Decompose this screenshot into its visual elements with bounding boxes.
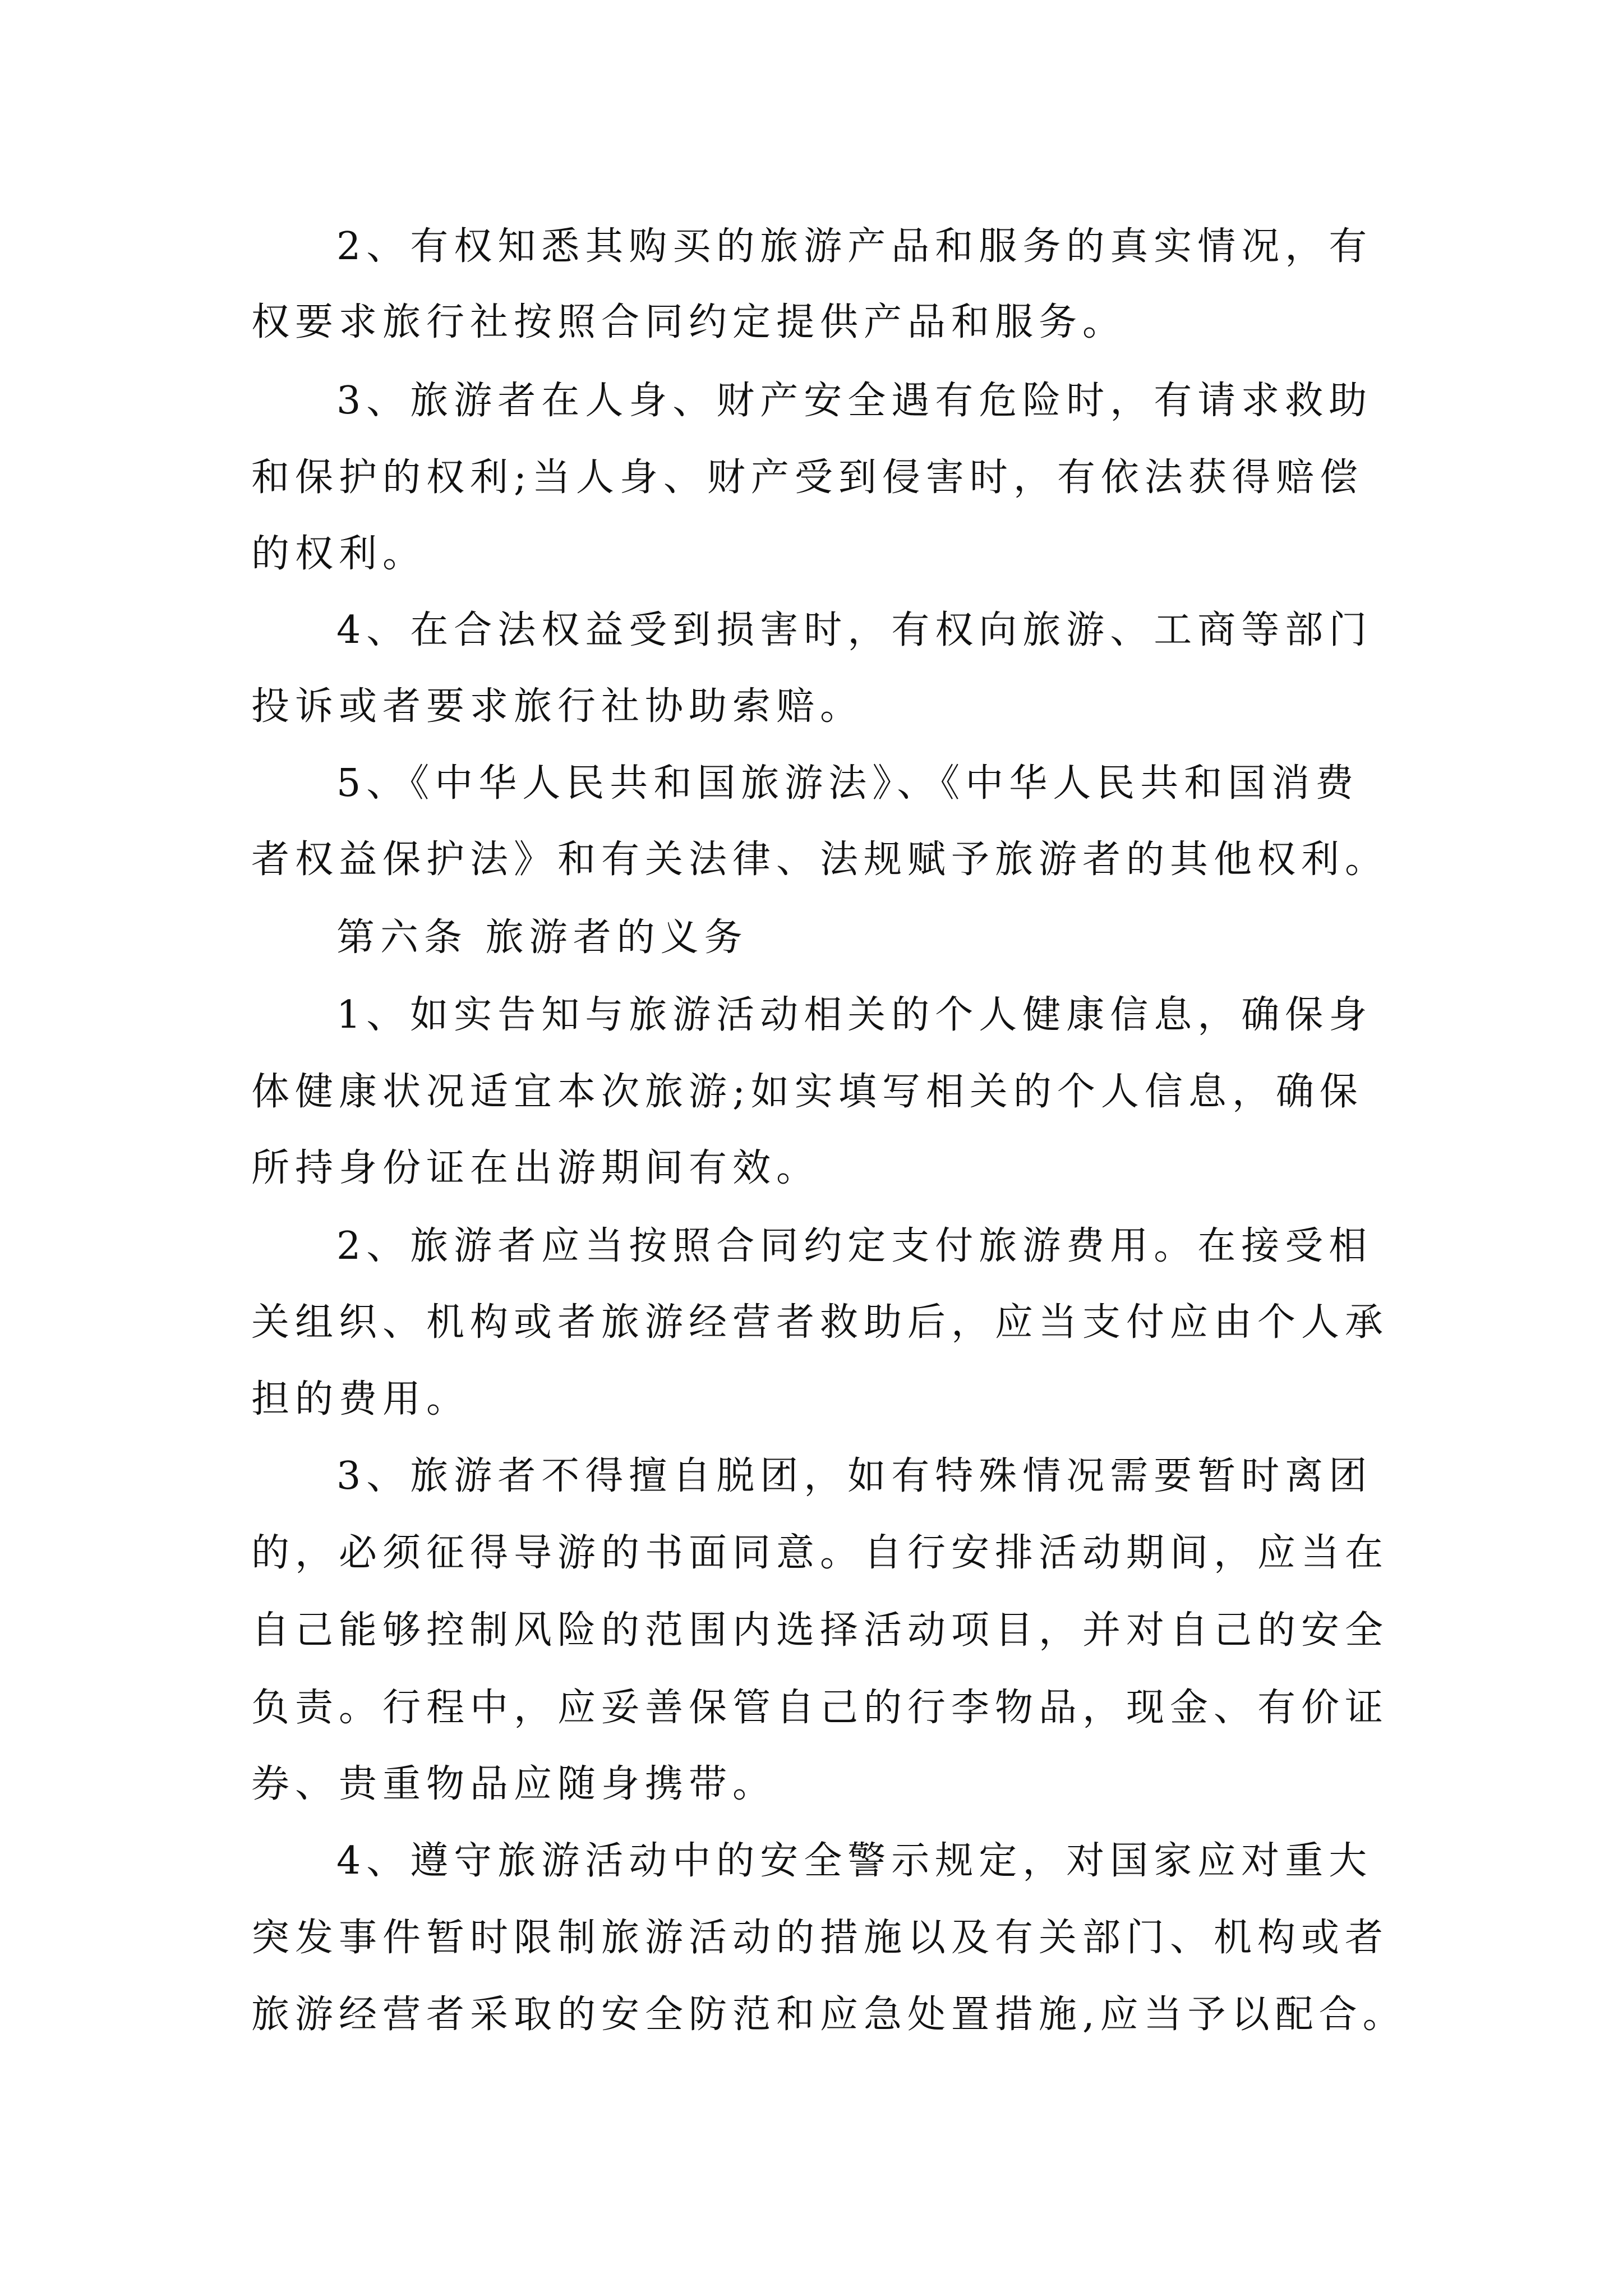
paragraph-2-line-1: 2、有权知悉其购买的旅游产品和服务的真实情况，有 [336, 224, 1373, 269]
article-6-heading: 第六条 旅游者的义务 [336, 915, 748, 960]
paragraph-3-line-1: 3、旅游者在人身、财产安全遇有危险时，有请求救助 [336, 379, 1373, 423]
paragraph-3-line-3: 的权利。 [251, 532, 427, 576]
duty-4-line-2: 突发事件暂时限制旅游活动的措施以及有关部门、机构或者 [251, 1916, 1389, 1960]
duty-1-line-2: 体健康状况适宜本次旅游;如实填写相关的个人信息，确保 [251, 1070, 1363, 1114]
duty-1-line-3: 所持身份证在出游期间有效。 [251, 1146, 820, 1190]
paragraph-3-line-2: 和保护的权利;当人身、财产受到侵害时，有依法获得赔偿 [251, 455, 1363, 500]
duty-2-line-2: 关组织、机构或者旅游经营者救助后，应当支付应由个人承 [251, 1300, 1389, 1345]
paragraph-5-line-1: 5、《中华人民共和国旅游法》、《中华人民共和国消费 [336, 761, 1359, 806]
duty-4-line-1: 4、遵守旅游活动中的安全警示规定，对国家应对重大 [336, 1839, 1373, 1883]
duty-3-line-4: 负责。行程中，应妥善保管自己的行李物品，现金、有价证 [251, 1686, 1389, 1730]
duty-3-line-2: 的，必须征得导游的书面同意。自行安排活动期间，应当在 [251, 1531, 1389, 1575]
paragraph-5-line-2: 者权益保护法》和有关法律、法规赋予旅游者的其他权利。 [251, 838, 1389, 882]
duty-1-line-1: 1、如实告知与旅游活动相关的个人健康信息，确保身 [336, 993, 1373, 1037]
duty-2-line-3: 担的费用。 [251, 1377, 471, 1421]
paragraph-4-line-1: 4、在合法权益受到损害时，有权向旅游、工商等部门 [336, 608, 1373, 652]
duty-3-line-5: 券、贵重物品应随身携带。 [251, 1762, 777, 1806]
paragraph-2-line-2: 权要求旅行社按照合同约定提供产品和服务。 [251, 300, 1127, 344]
duty-4-line-3: 旅游经营者采取的安全防范和应急处置措施,应当予以配合。 [251, 1993, 1407, 2037]
paragraph-4-line-2: 投诉或者要求旅行社协助索赔。 [251, 684, 864, 729]
duty-2-line-1: 2、旅游者应当按照合同约定支付旅游费用。在接受相 [336, 1224, 1373, 1268]
duty-3-line-3: 自己能够控制风险的范围内选择活动项目，并对自己的安全 [251, 1608, 1389, 1653]
duty-3-line-1: 3、旅游者不得擅自脱团，如有特殊情况需要暂时离团 [336, 1454, 1373, 1498]
